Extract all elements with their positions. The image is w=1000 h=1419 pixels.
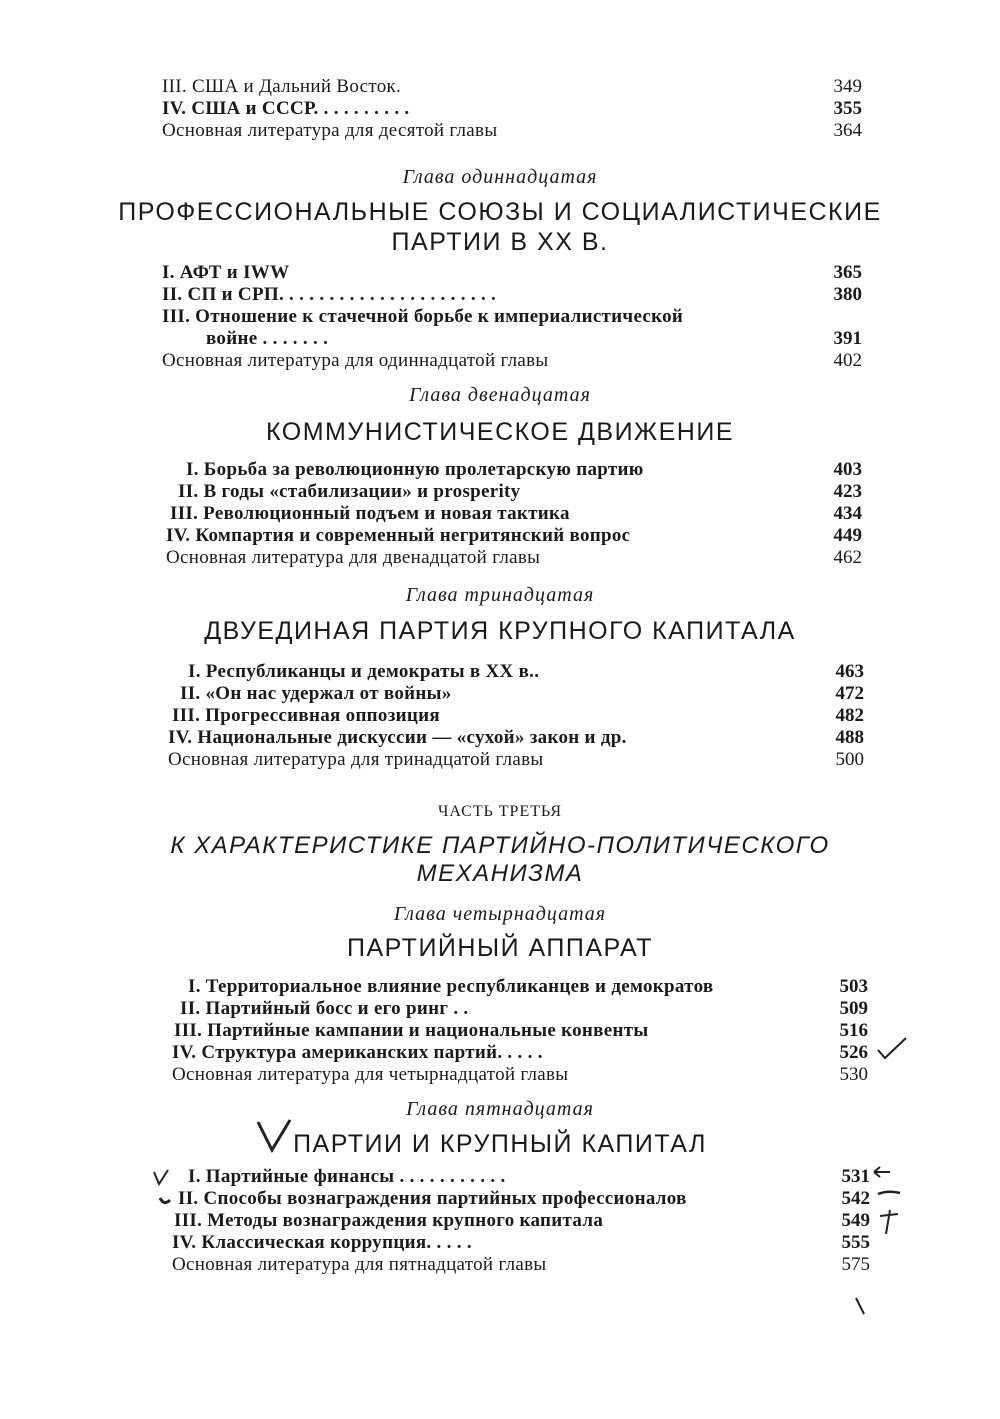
entry-title: III. США и Дальний Восток. — [162, 76, 402, 97]
part-title: К ХАРАКТЕРИСТИКЕ ПАРТИЙНО-ПОЛИТИЧЕСКОГО — [170, 832, 830, 859]
toc-entry — [180, 998, 868, 1020]
entry-page: 402 — [833, 350, 862, 371]
handwritten-checkmark-icon — [150, 1166, 172, 1188]
entry-title: IV. США и СССР. . . . . . . . . . — [162, 98, 410, 119]
toc-entry — [162, 120, 862, 142]
toc-entry — [180, 683, 864, 705]
chapter-title: КОММУНИСТИЧЕСКОЕ ДВИЖЕНИЕ — [265, 418, 735, 446]
toc-entry — [170, 503, 862, 525]
toc-entry — [162, 98, 862, 120]
toc-entry — [162, 262, 862, 284]
toc-entry — [168, 727, 864, 749]
handwritten-stroke-icon — [852, 1296, 868, 1316]
handwritten-dash-icon — [876, 1186, 902, 1200]
entry-title: IV. Компартия и современный негритянский вопрос — [166, 525, 631, 546]
entry-title: Основная литература для четырнадцатой главы — [172, 1064, 569, 1085]
handwritten-dagger-icon — [876, 1206, 900, 1236]
entry-title: IV. Структура американских партий. . . . . — [172, 1042, 543, 1063]
chapter-label: Глава одиннадцатая — [402, 166, 598, 188]
toc-entry — [162, 284, 862, 306]
toc-entry — [166, 547, 862, 569]
chapter-label: Глава двенадцатая — [409, 384, 591, 406]
entry-title: III. Партийные кампании и национальные конвенты — [174, 1020, 649, 1041]
chapter-label: Глава четырнадцатая — [393, 903, 607, 925]
entry-title: Основная литература для пятнадцатой главы — [172, 1254, 547, 1275]
entry-title: III. Методы вознаграждения крупного капитала — [174, 1210, 604, 1231]
chapter-title: ПАРТИИ И КРУПНЫЙ КАПИТАЛ — [293, 1130, 707, 1158]
toc-entry — [174, 1210, 870, 1232]
toc-entry-continuation — [162, 328, 862, 350]
entry-page: 482 — [835, 705, 864, 726]
entry-page: 575 — [841, 1254, 870, 1275]
handwritten-arrow-icon — [872, 1164, 894, 1180]
entry-page: 542 — [841, 1188, 870, 1209]
chapter-title: ДВУЕДИНАЯ ПАРТИЯ КРУПНОГО КАПИТАЛА — [204, 617, 796, 645]
chapter-label: Глава тринадцатая — [405, 584, 595, 606]
entry-page: 349 — [833, 76, 862, 97]
entry-page: 531 — [841, 1166, 870, 1187]
toc-entry — [188, 661, 864, 683]
entry-title: IV. Национальные дискуссии — «сухой» закон и др. — [168, 727, 627, 748]
entry-title: II. Партийный босс и его ринг . . — [180, 998, 469, 1019]
toc-entry — [188, 1166, 870, 1188]
toc-entry — [172, 705, 864, 727]
handwritten-checkmark-icon — [874, 1034, 910, 1062]
toc-entry — [178, 481, 862, 503]
entry-title: войне . . . . . . . — [206, 328, 329, 349]
toc-entry — [162, 76, 862, 98]
toc-entry — [172, 1232, 870, 1254]
entry-title: I. Республиканцы и демократы в XX в.. — [188, 661, 540, 682]
toc-entry — [168, 749, 864, 771]
chapter-title: ПАРТИЙНЫЙ АППАРАТ — [346, 934, 653, 962]
entry-title: II. СП и СРП. . . . . . . . . . . . . . . . . . . . . . — [162, 284, 497, 305]
entry-page: 530 — [839, 1064, 868, 1085]
entry-page: 503 — [839, 976, 868, 997]
entry-title: Основная литература для тринадцатой главы — [168, 749, 544, 770]
toc-entry — [174, 1020, 868, 1042]
entry-title: Основная литература для десятой главы — [162, 120, 498, 141]
entry-page: 423 — [833, 481, 862, 502]
part-label: ЧАСТЬ ТРЕТЬЯ — [437, 803, 562, 820]
toc-entry — [188, 976, 868, 998]
entry-title: I. Партийные финансы . . . . . . . . . . . — [188, 1166, 506, 1187]
entry-page: 364 — [833, 120, 862, 141]
toc-entry — [186, 459, 862, 481]
entry-page: 488 — [835, 727, 864, 748]
toc-entry — [166, 525, 862, 547]
entry-title: II. В годы «стабилизации» и prosperity — [178, 481, 521, 502]
entry-page: 434 — [833, 503, 862, 524]
chapter-label: Глава пятнадцатая — [406, 1098, 594, 1120]
toc-entry — [162, 306, 862, 328]
entry-page: 355 — [833, 98, 862, 119]
entry-title: I. АФТ и IWW — [162, 262, 290, 283]
chapter-title-line2: ПАРТИИ В XX В. — [391, 228, 609, 256]
entry-page: 555 — [841, 1232, 870, 1253]
entry-title: III. Революционный подъем и новая тактика — [170, 503, 570, 524]
entry-title: Основная литература для двенадцатой главы — [166, 547, 541, 568]
entry-title: I. Борьба за революционную пролетарскую партию — [186, 459, 644, 480]
toc-entry — [172, 1064, 868, 1086]
entry-page: 500 — [835, 749, 864, 770]
entry-page: 391 — [833, 328, 862, 349]
handwritten-checkmark-icon — [254, 1116, 294, 1156]
entry-page: 516 — [839, 1020, 868, 1041]
toc-entry — [162, 350, 862, 372]
entry-title: III. Отношение к стачечной борьбе к империалистической — [162, 306, 684, 327]
entry-page: 365 — [833, 262, 862, 283]
entry-title: I. Территориальное влияние республиканцев и демократов — [188, 976, 714, 997]
part-title-line2: МЕХАНИЗМА — [416, 860, 584, 887]
entry-page: 463 — [835, 661, 864, 682]
entry-title: Основная литература для одиннадцатой главы — [162, 350, 549, 371]
entry-page: 509 — [839, 998, 868, 1019]
entry-page: 462 — [833, 547, 862, 568]
entry-page: 472 — [835, 683, 864, 704]
entry-title: III. Прогрессивная оппозиция — [172, 705, 440, 726]
entry-page: 549 — [841, 1210, 870, 1231]
entry-title: II. Способы вознаграждения партийных профессионалов — [178, 1188, 687, 1209]
entry-page: 526 — [839, 1042, 868, 1063]
entry-title: IV. Классическая коррупция. . . . . — [172, 1232, 472, 1253]
toc-entry — [172, 1042, 868, 1064]
entry-page: 449 — [833, 525, 862, 546]
chapter-title: ПРОФЕССИОНАЛЬНЫЕ СОЮЗЫ И СОЦИАЛИСТИЧЕСКИЕ — [118, 198, 882, 226]
entry-title: II. «Он нас удержал от войны» — [180, 683, 452, 704]
handwritten-tick-icon — [158, 1192, 174, 1208]
toc-entry — [172, 1254, 870, 1276]
toc-entry — [178, 1188, 870, 1210]
entry-page: 380 — [833, 284, 862, 305]
entry-page: 403 — [833, 459, 862, 480]
